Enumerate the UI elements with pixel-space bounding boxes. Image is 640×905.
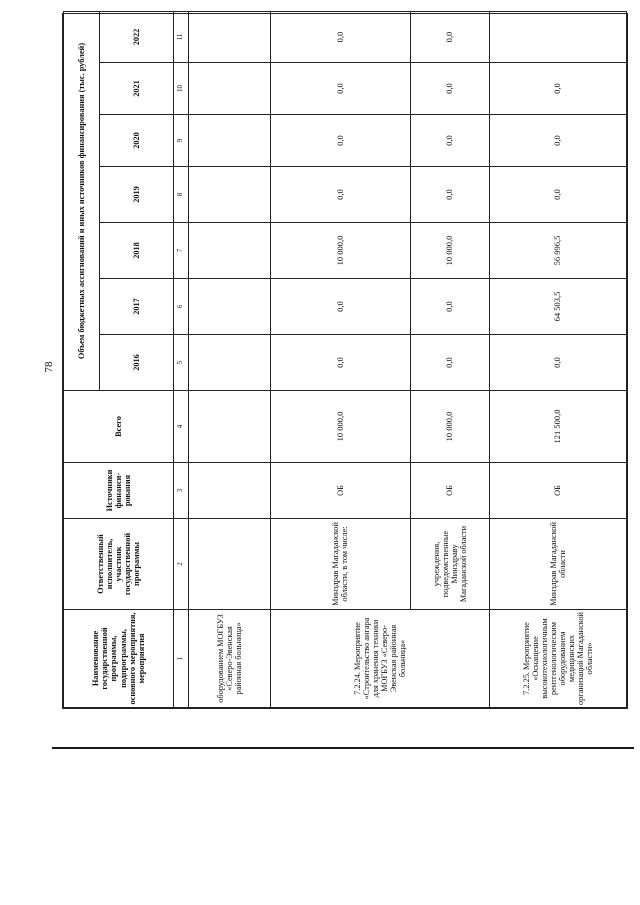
row-value (189, 223, 271, 279)
row-value: 0,0 (490, 115, 627, 167)
header-source: Источники финанси-рования (64, 463, 174, 519)
page-number: 78 (43, 361, 55, 373)
column-number: 5 (174, 335, 189, 391)
row-total: 121 500,0 (490, 391, 627, 463)
header-year: 2016 (100, 335, 174, 391)
row-executor: Минздрав Магаданской области, в том числе: (271, 519, 410, 610)
row-executor: учреждения, подведомственные Минздраву Магаданской области (410, 519, 490, 610)
header-funding-group: Объем бюджетных ассигнований и иных источников финансирования (тыс. рублей) (64, 12, 100, 391)
row-value: 0,0 (410, 12, 490, 63)
row-source: ОБ (271, 463, 410, 519)
row-source: ОБ (490, 463, 627, 519)
column-number: 4 (174, 391, 189, 463)
row-value: 0,0 (271, 279, 410, 335)
row-value (189, 12, 271, 63)
row-value: 10 000,0 (271, 223, 410, 279)
header-year: 2019 (100, 167, 174, 223)
row-total: 10 000,0 (410, 391, 490, 463)
header-executor: Ответственный исполнитель, участник государственной программы (64, 519, 174, 610)
header-name: Наименование государственной программы, подпрограммы, основного мероприятия, мероприятия (64, 610, 174, 708)
row-value: 0,0 (410, 279, 490, 335)
column-number: 2 (174, 519, 189, 610)
row-source: ОБ (410, 463, 490, 519)
row-value: 0,0 (271, 12, 410, 63)
table-row (189, 12, 271, 708)
row-value (490, 12, 627, 63)
row-value (189, 167, 271, 223)
row-value: 0,0 (490, 167, 627, 223)
row-value: 0,0 (410, 167, 490, 223)
header-total: Всего (64, 391, 174, 463)
row-value: 0,0 (410, 63, 490, 115)
row-name: 7.2.24. Мероприятие «Строительство ангара для хранения техники МОГБУЗ «Северо-Эвенская районная больница» (271, 610, 490, 708)
column-number: 7 (174, 223, 189, 279)
row-value (189, 279, 271, 335)
column-number: 11 (174, 12, 189, 63)
row-value (189, 335, 271, 391)
column-number: 10 (174, 63, 189, 115)
row-value (189, 63, 271, 115)
header-year: 2017 (100, 279, 174, 335)
row-value: 0,0 (490, 335, 627, 391)
column-number: 1 (174, 610, 189, 708)
row-value: 56 996,5 (490, 223, 627, 279)
row-value: 0,0 (271, 63, 410, 115)
column-number: 9 (174, 115, 189, 167)
header-year: 2018 (100, 223, 174, 279)
table-row (271, 12, 410, 708)
row-total: 10 000,0 (271, 391, 410, 463)
row-value: 10 000,0 (410, 223, 490, 279)
header-year: 2022 (100, 12, 174, 63)
column-number: 8 (174, 167, 189, 223)
row-value: 0,0 (271, 335, 410, 391)
scan-divider-line (52, 747, 634, 749)
row-value: 0,0 (271, 167, 410, 223)
table-row (410, 12, 490, 708)
row-value (189, 115, 271, 167)
row-value: 0,0 (410, 335, 490, 391)
row-value: 0,0 (271, 115, 410, 167)
table-row (490, 12, 627, 708)
header-year: 2021 (100, 63, 174, 115)
row-value: 64 503,5 (490, 279, 627, 335)
funding-table-container (62, 13, 628, 709)
column-number: 6 (174, 279, 189, 335)
column-number: 3 (174, 463, 189, 519)
row-value: 0,0 (490, 63, 627, 115)
row-executor (189, 519, 271, 610)
row-name: оборудованием МОГБУЗ «Северо-Эвенская районная больница» (189, 610, 271, 708)
funding-table (63, 11, 627, 708)
row-source (189, 463, 271, 519)
header-year: 2020 (100, 115, 174, 167)
row-name: 7.2.25. Мероприятие «Оснащение высокотехнологичным рентгенологическим оборудованием медицинских организаций Магаданской области» (490, 610, 627, 708)
row-executor: Минздрав Магаданской области (490, 519, 627, 610)
row-total (189, 391, 271, 463)
row-value: 0,0 (410, 115, 490, 167)
